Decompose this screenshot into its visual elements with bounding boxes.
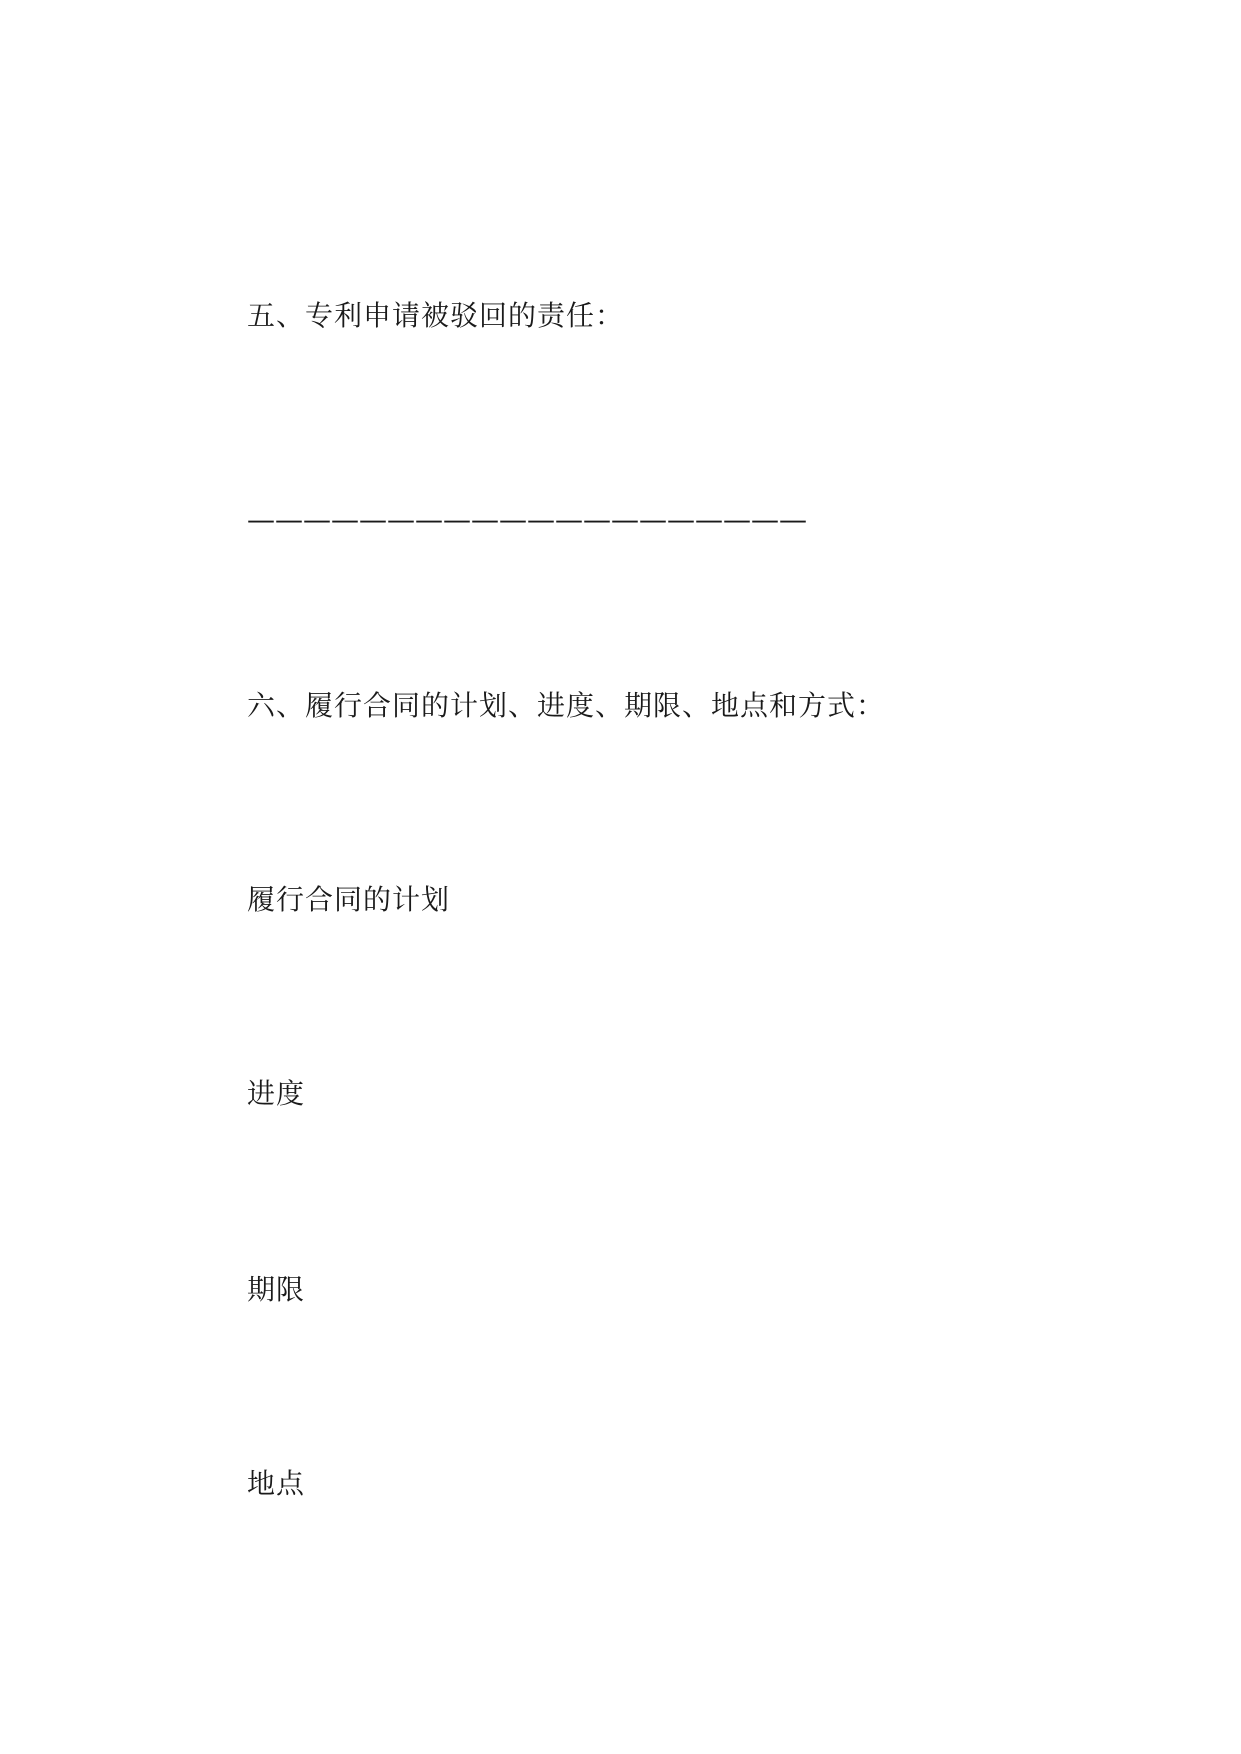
section-five-heading: 五、专利申请被驳回的责任： bbox=[247, 299, 625, 332]
section-six-heading: 六、履行合同的计划、进度、期限、地点和方式： bbox=[247, 689, 886, 722]
item-plan-label: 履行合同的计划 bbox=[247, 883, 451, 916]
item-progress-label: 进度 bbox=[247, 1077, 306, 1110]
fill-in-blank-line: ———————————————————— bbox=[247, 503, 807, 536]
item-location-label: 地点 bbox=[247, 1467, 306, 1500]
item-deadline-label: 期限 bbox=[247, 1273, 306, 1306]
